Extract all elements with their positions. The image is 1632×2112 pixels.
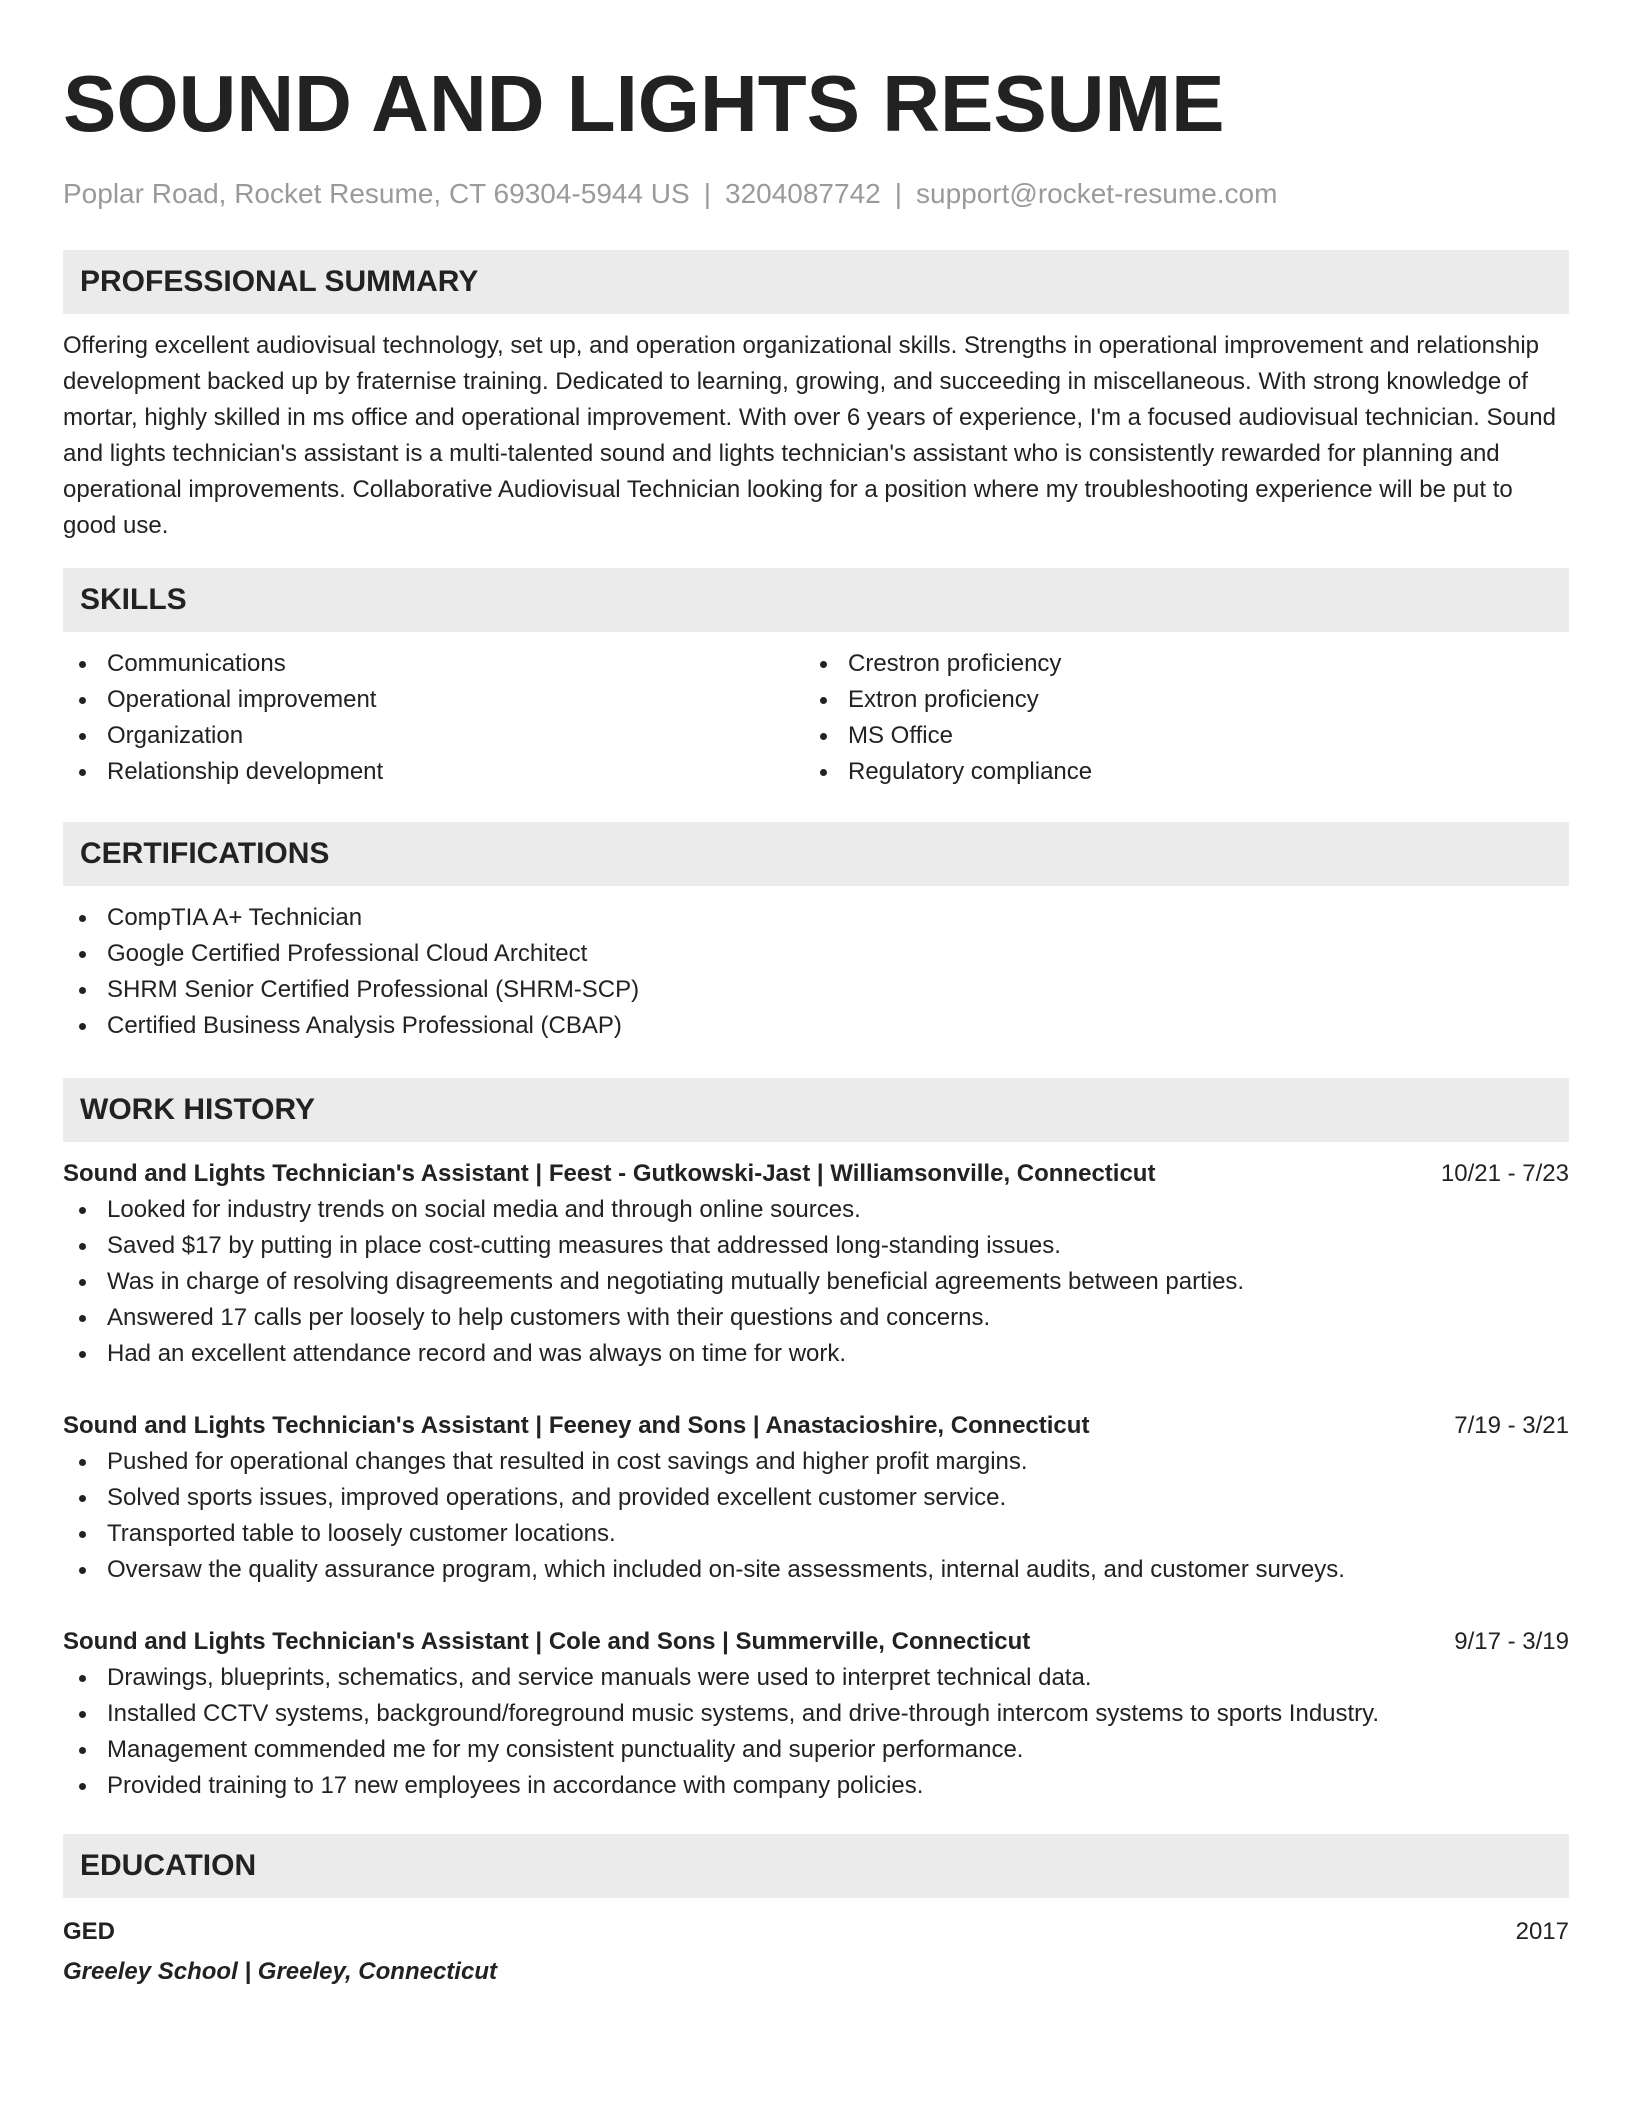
job-bullet: Saved $17 by putting in place cost-cutting measures that addressed long-standing issues.: [63, 1228, 1569, 1264]
job-entry: [63, 1624, 1569, 1804]
section-header-work-history: WORK HISTORY: [63, 1078, 1569, 1142]
certification-item: CompTIA A+ Technician: [63, 900, 1569, 936]
skill-item: Crestron proficiency: [804, 646, 1545, 682]
education-header: [63, 1914, 1569, 1950]
contact-separator: |: [894, 178, 903, 209]
job-bullets: [63, 1660, 1569, 1804]
section-header-skills: SKILLS: [63, 568, 1569, 632]
education-school: Greeley School | Greeley, Connecticut: [63, 1958, 497, 1985]
certification-item: Certified Business Analysis Professional (CBAP): [63, 1008, 1569, 1044]
job-bullets: [63, 1192, 1569, 1372]
skill-item: Operational improvement: [63, 682, 804, 718]
contact-email: support@rocket-resume.com: [916, 178, 1278, 209]
job-bullet: Drawings, blueprints, schematics, and service manuals were used to interpret technical data.: [63, 1660, 1569, 1696]
job-header: [63, 1624, 1569, 1660]
job-bullet: Installed CCTV systems, background/foreground music systems, and drive-through intercom systems to sports Industry.: [63, 1696, 1569, 1732]
job-bullet: Pushed for operational changes that resulted in cost savings and higher profit margins.: [63, 1444, 1569, 1480]
job-bullet: Had an excellent attendance record and was always on time for work.: [63, 1336, 1569, 1372]
job-bullet: Transported table to loosely customer locations.: [63, 1516, 1569, 1552]
job-header: [63, 1408, 1569, 1444]
job-bullet: Was in charge of resolving disagreements and negotiating mutually beneficial agreements between parties.: [63, 1264, 1569, 1300]
skills-list-left: [63, 646, 804, 790]
skill-item: Regulatory compliance: [804, 754, 1545, 790]
job-bullet: Answered 17 calls per loosely to help customers with their questions and concerns.: [63, 1300, 1569, 1336]
certifications-list: [63, 900, 1569, 1044]
job-heading: Sound and Lights Technician's Assistant | Cole and Sons | Summerville, Connecticut: [63, 1628, 1031, 1655]
section-header-summary: PROFESSIONAL SUMMARY: [63, 250, 1569, 314]
job-heading: Sound and Lights Technician's Assistant | Feeney and Sons | Anastacioshire, Connecticut: [63, 1412, 1090, 1439]
job-heading: Sound and Lights Technician's Assistant | Feest - Gutkowski-Jast | Williamsonville, Connecticut: [63, 1160, 1156, 1187]
contact-line: [63, 176, 1569, 212]
job-entry: [63, 1156, 1569, 1372]
job-dates: 9/17 - 3/19: [1454, 1628, 1569, 1655]
certification-item: SHRM Senior Certified Professional (SHRM-SCP): [63, 972, 1569, 1008]
skills-list-right: [804, 646, 1545, 790]
skills-grid: [63, 646, 1569, 790]
education-degree: GED: [63, 1918, 116, 1945]
skill-item: Communications: [63, 646, 804, 682]
section-header-certifications: CERTIFICATIONS: [63, 822, 1569, 886]
section-header-education: EDUCATION: [63, 1834, 1569, 1898]
job-dates: 7/19 - 3/21: [1454, 1412, 1569, 1439]
skill-item: Relationship development: [63, 754, 804, 790]
contact-address: Poplar Road, Rocket Resume, CT 69304-5944 US: [63, 178, 690, 209]
education-year: 2017: [1515, 1918, 1569, 1945]
job-bullet: Solved sports issues, improved operations, and provided excellent customer service.: [63, 1480, 1569, 1516]
job-bullet: Provided training to 17 new employees in accordance with company policies.: [63, 1768, 1569, 1804]
job-bullets: [63, 1444, 1569, 1588]
skill-item: MS Office: [804, 718, 1545, 754]
skill-item: Organization: [63, 718, 804, 754]
job-bullet: Management commended me for my consistent punctuality and superior performance.: [63, 1732, 1569, 1768]
job-dates: 10/21 - 7/23: [1440, 1160, 1569, 1187]
contact-phone: 3204087742: [725, 178, 881, 209]
job-bullet: Oversaw the quality assurance program, which included on-site assessments, internal audits, and customer surveys.: [63, 1552, 1569, 1588]
job-bullet: Looked for industry trends on social media and through online sources.: [63, 1192, 1569, 1228]
certification-item: Google Certified Professional Cloud Architect: [63, 936, 1569, 972]
job-entry: [63, 1408, 1569, 1588]
skill-item: Extron proficiency: [804, 682, 1545, 718]
resume-name: SOUND AND LIGHTS RESUME: [63, 59, 1225, 148]
job-header: [63, 1156, 1569, 1192]
summary-text: Offering excellent audiovisual technology, set up, and operation organizational skills. Strengths in operational improvement and relationship development backed up by fraternise training. Dedicated to learning, growing, and succeeding in miscellaneous. With strong knowledge of mortar, highly skilled in ms office and operational improvement. With over 6 years of experience, I'm a focused audiovisual technician. Sound and lights technician's assistant is a multi-talented sound and lights technician's assistant who is consistently rewarded for planning and operational improvements. Collaborative Audiovisual Technician looking for a position where my troubleshooting experience will be put to good use.: [63, 332, 1556, 539]
contact-separator: |: [703, 178, 711, 209]
